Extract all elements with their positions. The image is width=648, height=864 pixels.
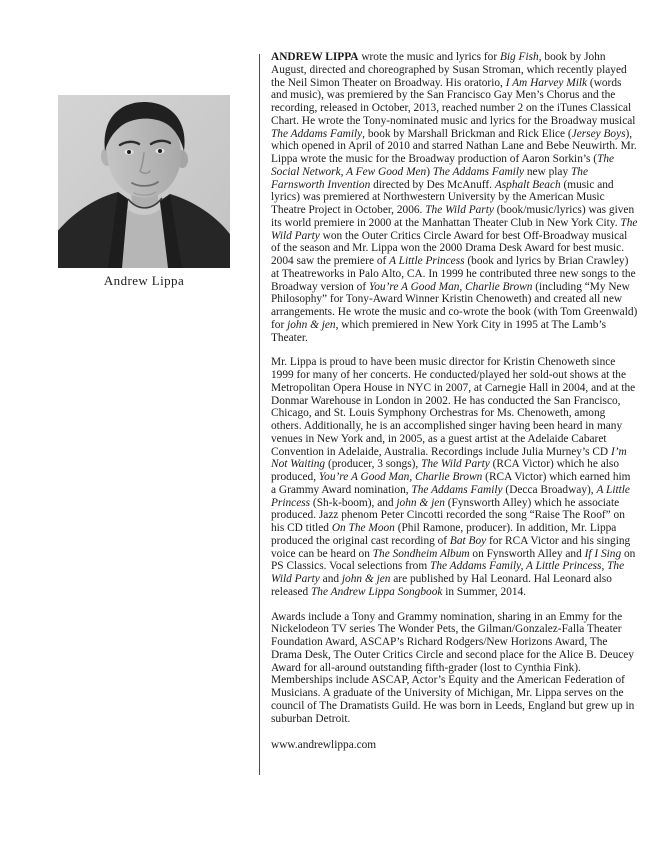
text-run: Awards include a Tony and Grammy nomination, sharing in an Emmy for the Nickelodeon TV series The Wonder Pets, the Gilman/Gonzalez-Falla Theater Foundation Award, ASCAP’s Richard Rodgers/New Horizons Award, The Drama Desk, The Outer Critics Circle and second place for the Alice B. Deucey Award for all-around outstanding fifth-grader (lost to Cynthia Fink). Memberships include ASCAP, Actor’s Equity and the American Federation of Musicians. A graduate of the University of Michigan, Mr. Lippa serves on the council of The Dramatists Guild. He was born in Leeds, England but grew up in suburban Detroit.: [271, 610, 635, 725]
text-run: (RCA Victor) which earned him a Grammy Award nomination,: [271, 471, 631, 496]
text-run: The Wild Party: [421, 458, 490, 471]
text-run: john & jen: [287, 318, 336, 331]
text-run: , book by Marshall Brickman and Rick Elice (: [362, 127, 572, 140]
text-run: The Wild Party: [271, 216, 638, 242]
text-run: If I Sing: [584, 547, 622, 560]
bio-paragraph: [271, 51, 638, 344]
text-run: and: [319, 573, 342, 585]
text-run: new play: [524, 165, 571, 178]
text-run: (Fynsworth Alley) which he associate produced. Jazz phenom Peter Cincotti recorded the song “Raise The Roof” on his CD titled: [271, 496, 625, 534]
bio-paragraph: [271, 611, 638, 726]
website-url: www.andrewlippa.com: [271, 739, 377, 752]
text-run: (music and lyrics) was premiered at Northwestern University by the American Music Theatre Project in October, 2006.: [271, 178, 614, 216]
text-run: The Addams Family: [411, 483, 503, 496]
text-run: (book/music/lyrics) was given its world premiere in 2000 at the Manhattan Theater Club in New York City.: [271, 204, 635, 229]
text-run: ANDREW LIPPA: [271, 51, 359, 63]
text-run: The Wild Party: [425, 204, 494, 216]
portrait-photo: [58, 95, 230, 268]
text-run: Mr. Lippa is proud to have been music director for Kristin Chenoweth since 1999 for many of her concerts. He conducted/played her sold-out shows at the Metropolitan Opera House in NYC in 2007, at Carnegie Hall in 2004, and at the Donmar Warehouse in London in 2002. He has conducted the San Francisco, Chicago, and St. Louis Symphony Orchestras for Ms. Chenoweth, among others. Additionally, he is an accomplished singer having been heard in many venues in New York and, in 2005, as a guest artist at the Adelaide Cabaret Convention in Adelaide, Australia. Recordings include Julia Murney’s CD: [271, 356, 636, 458]
text-run: won the Outer Critics Circle Award for best Off-Broadway musical of the season and Mr. Lippa won the 2000 Drama Desk Award for best music. 2004 saw the premiere of: [271, 229, 628, 267]
text-run: Asphalt Beach: [494, 178, 561, 191]
text-run: I’m Not Waiting: [271, 445, 627, 471]
text-run: (Sh-k-boom), and: [310, 496, 397, 509]
photo-caption: Andrew Lippa: [103, 273, 185, 288]
bio-paragraphs: [271, 51, 638, 725]
text-run: ), which opened in April of 2010 and starred Nathan Lane and Bebe Neuwirth. Mr. Lippa wrote the music for the Broadway production of Aaron Sorkin’s (: [271, 127, 637, 165]
text-run: The Social Network, A Few Good Men: [271, 153, 615, 178]
headshot-image: [58, 95, 230, 268]
text-run: john & jen: [396, 496, 445, 509]
text-run: The Andrew Lippa Songbook: [311, 585, 443, 598]
text-run: The Addams Family: [271, 127, 363, 140]
text-run: (Decca Broadway),: [502, 483, 597, 496]
text-run: on Fynsworth Alley and: [469, 547, 585, 560]
column-divider: [259, 54, 260, 775]
text-run: I Am Harvey Milk: [505, 76, 588, 89]
text-run: A Little Princess: [271, 483, 630, 509]
text-run: (producer, 3 songs),: [325, 458, 422, 471]
text-run: john & jen: [341, 573, 391, 585]
text-run: on PS Classics. Vocal selections from: [271, 547, 636, 573]
text-run: Big Fish: [499, 51, 539, 63]
text-run: Jersey Boys: [571, 127, 626, 140]
text-run: (Phil Ramone, producer). In addition, Mr. Lippa produced the original cast recording of: [271, 522, 617, 547]
text-run: are published by Hal Leonard. Hal Leonard also released: [271, 573, 612, 598]
text-run: in Summer, 2014.: [442, 585, 527, 598]
text-run: (words and music), was premiered by the San Francisco Gay Men’s Chorus and the recording, released in October, 2013, reached number 2 on the iTunes Classical Chart. He wrote the Tony-nominated music and lyrics for the Broadway musical: [271, 76, 636, 127]
text-run: , which premiered in New York City in 1995 at The Lamb’s Theater.: [271, 318, 607, 344]
bio-paragraph: [271, 356, 638, 598]
text-run: The Addams Family, A Little Princess, The Wild Party: [271, 560, 625, 585]
text-run: The Addams Family: [432, 165, 525, 178]
text-run: You’re A Good Man, Charlie Brown: [368, 280, 533, 293]
text-run: Bat Boy: [449, 534, 487, 547]
text-run: The Farnsworth Invention: [271, 165, 588, 191]
text-run: wrote the music and lyrics for: [358, 51, 500, 63]
text-run: directed by Des McAnuff.: [370, 178, 495, 191]
text-run: (RCA Victor) which he also produced,: [271, 458, 619, 483]
bio-text-column: [271, 51, 638, 752]
text-run: , book by John August, directed and choreographed by Susan Stroman, which recently played the Neil Simon Theater on Broadway. His oratorio,: [271, 51, 627, 89]
text-run: On The Moon: [331, 522, 395, 534]
text-run: for RCA Victor and his singing voice can be heard on: [271, 534, 631, 560]
text-run: You’re A Good Man, Charlie Brown: [318, 471, 483, 483]
text-run: A Little Princess: [389, 255, 465, 267]
text-run: (including “My New Philosophy” for Tony-Award Winner Kristin Chenoweth) and created all new arrangements. He wrote the music and co-wrote the book (with Tom Greenwald) for: [271, 280, 638, 331]
text-run: The Sondheim Album: [372, 547, 470, 560]
text-run: ): [426, 165, 433, 178]
text-run: (book and lyrics by Brian Crawley) at Theatreworks in Palo Alto, CA. In 1999 he contributed three new songs to the Broadway version of: [271, 255, 636, 293]
